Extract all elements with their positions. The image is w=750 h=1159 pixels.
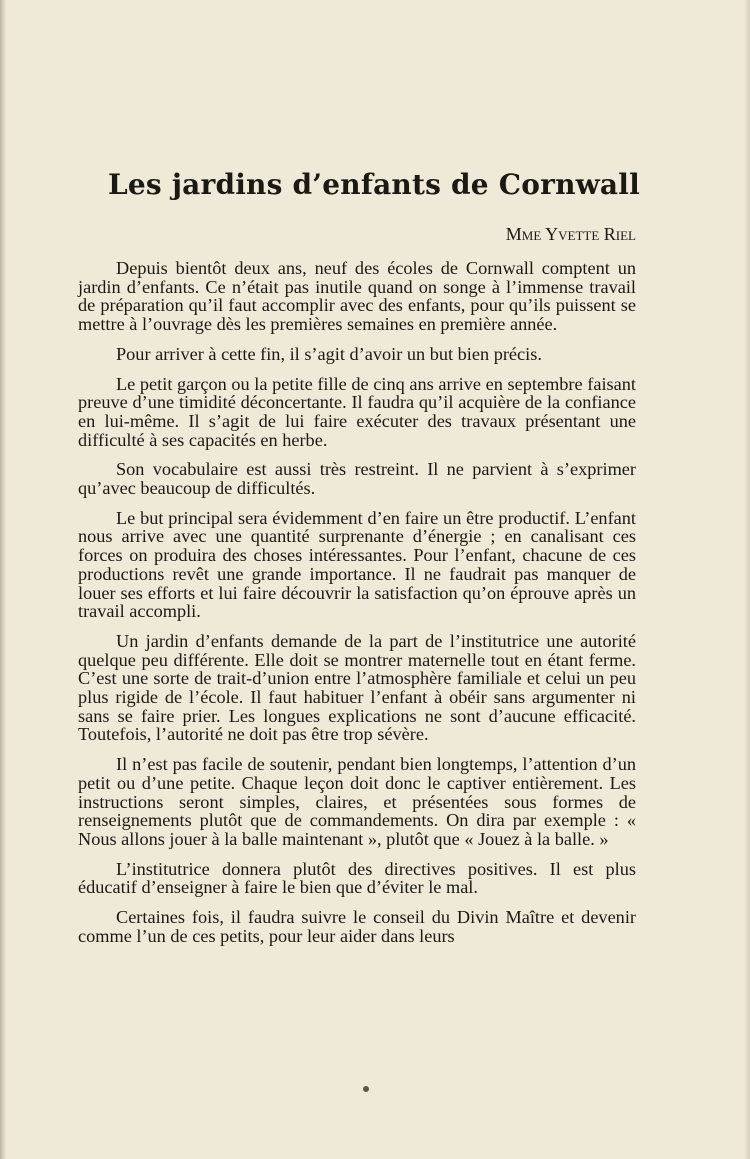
page-edge-left [0,0,6,1159]
article-author: Mme Yvette Riel [505,224,636,244]
article-title: Les jardins d’enfants de Cornwall [108,168,640,201]
paragraph-7: Il n’est pas facile de soutenir, pendant bien longtemps, l’attention d’un petit ou d’une petite. Chaque leçon doit donc le captiver entièrement. Les instructions seront simples, claires, et présentées sous formes de renseignements plutôt que de commandements. On dira par exemple : « Nous allons jouer à la balle maintenant », plutôt que « Jouez à la balle. » [78,754,636,849]
page-footer-mark [363,1086,369,1092]
paragraph-9: Certaines fois, il faudra suivre le conseil du Divin Maître et devenir comme l’un de ces petits, pour leur aider dans leurs [78,907,636,946]
paragraph-6: Un jardin d’enfants demande de la part de l’institutrice une autorité quelque peu différente. Elle doit se montrer maternelle tout en étant ferme. C’est une sorte de trait-d’union entre l’atmosphère familiale et celui un peu plus rigide de l’école. Il faut habituer l’enfant à obéir sans argumenter ni sans se faire prier. Les longues explications ne sont d’aucune efficacité. Toutefois, l’autorité ne doit pas être trop sévère. [78,630,636,745]
paragraph-1: Depuis bientôt deux ans, neuf des écoles de Cornwall comptent un jardin d’enfants. Ce n’était pas inutile quand on songe à l’immense travail de préparation qu’il faut accomplir avec des enfants, pour qu’ils puissent se mettre à l’ouvrage dès les premières semaines en première année. [78,258,636,335]
paragraph-3: Le petit garçon ou la petite fille de cinq ans arrive en septembre faisant preuve d’une timidité déconcertante. Il faudra qu’il acquière de la confiance en lui-même. Il s’agit de lui faire exécuter des travaux présentant une difficulté à ses capacités en herbe. [78,373,636,450]
paragraph-5: Le but principal sera évidemment d’en faire un être productif. L’enfant nous arrive avec une quantité surprenante d’énergie ; en canalisant ces forces on produira des choses intéressantes. Pour l’enfant, chacune de ces productions revêt une grande importance. Il ne faudrait pas manquer de louer ses efforts et lui faire découvrir la satisfaction qu’on éprouve après un travail accompli. [78,507,636,622]
page-edge-right [744,0,750,1159]
paragraph-2: Pour arriver à cette fin, il s’agit d’avoir un but bien précis. [116,343,542,364]
paragraph-8: L’institutrice donnera plutôt des directives positives. Il est plus éducatif d’enseigner à faire le bien que d’éviter le mal. [78,858,636,898]
paragraph-4: Son vocabulaire est aussi très restreint. Il ne parvient à s’exprimer qu’avec beaucoup de difficultés. [78,459,636,499]
article-body [78,259,636,957]
